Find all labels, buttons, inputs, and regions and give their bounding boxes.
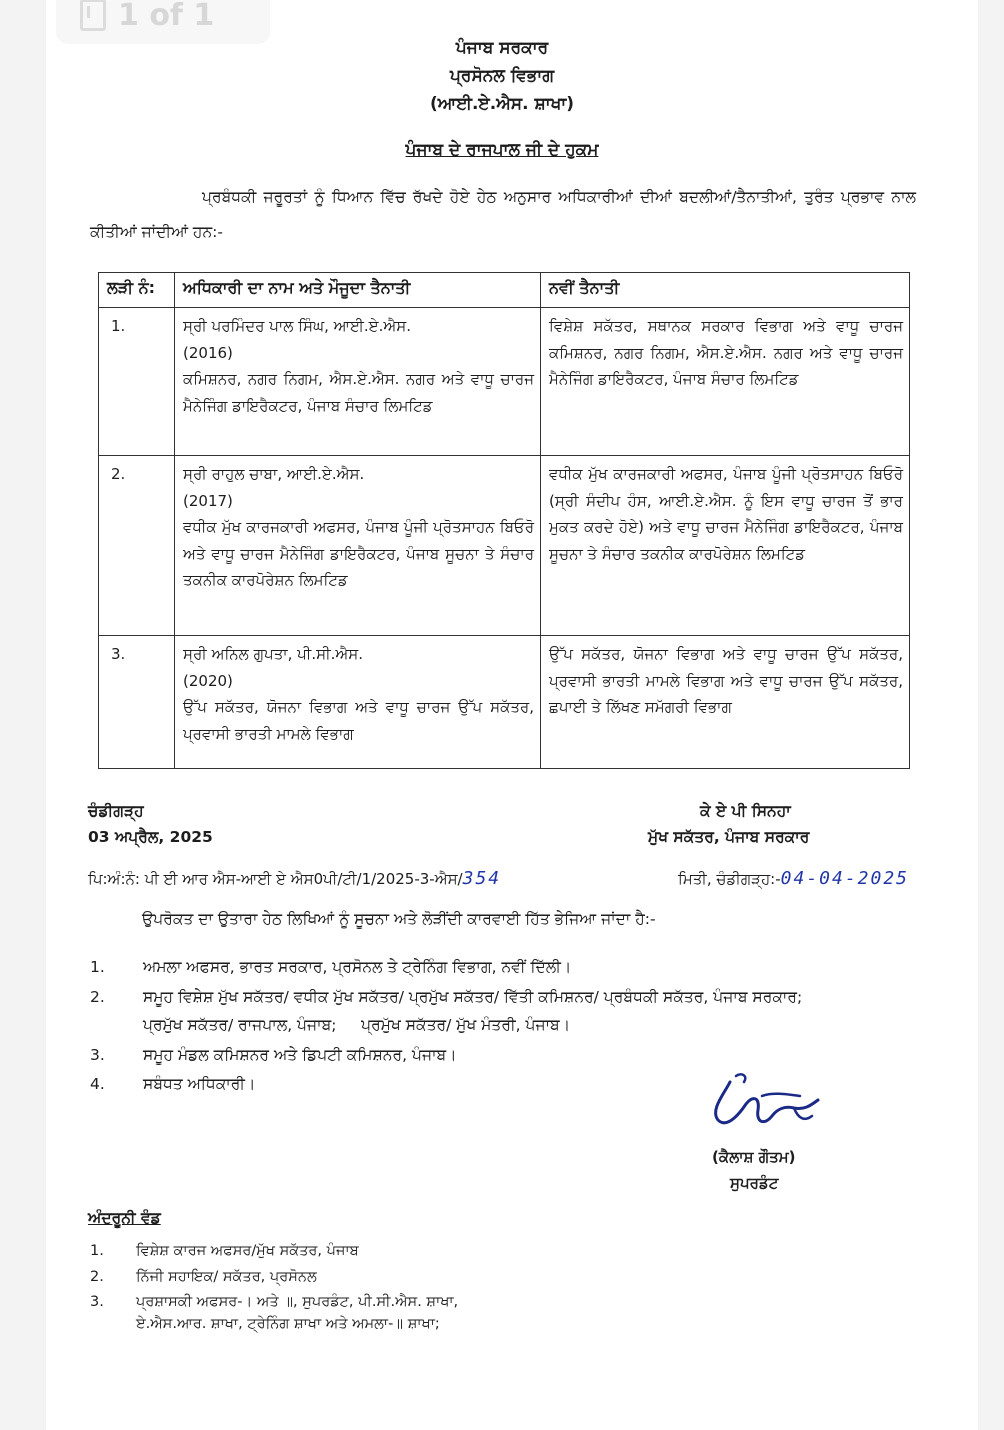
col-header-new-posting: ਨਵੀਂ ਤੈਨਾਤੀ — [541, 273, 910, 308]
officer-name: ਸ੍ਰੀ ਰਾਹੁਲ ਚਾਬਾ, ਆਈ.ਏ.ਐਸ. — [183, 465, 365, 483]
internal-distribution-title: ਅੰਦਰੂਨੀ ਵੰਡ — [88, 1209, 161, 1227]
current-posting: ਉੱਪ ਸਕੱਤਰ, ਯੋਜਨਾ ਵਿਭਾਗ ਅਤੇ ਵਾਧੂ ਚਾਰਜ ਉੱਪ ਸਕੱਤਰ, ਪ੍ਰਵਾਸੀ ਭਾਰਤੀ ਮਾਮਲੇ ਵਿਭਾਗ — [183, 698, 534, 743]
officer-batch: (2016) — [183, 343, 233, 362]
endorsement-label: ਪਿ:ਅੰ:ਨੰ: ਪੀ ਈ ਆਰ ਐਸ-ਆਈ ਏ ਐਸ0ਪੀ/ਟੀ/1/2025-3-ਐਸ/ — [88, 870, 463, 888]
officer-cell — [175, 456, 541, 636]
table-row — [99, 636, 910, 769]
list-item-text: ਸਮੂਹ ਮੰਡਲ ਕਮਿਸ਼ਨਰ ਅਤੇ ਡਿਪਟੀ ਕਮਿਸ਼ਨਰ, ਪੰਜਾਬ। — [143, 1046, 457, 1064]
header-government: ਪੰਜਾਬ ਸਰਕਾਰ — [455, 38, 549, 58]
list-item-text: ਅਮਲਾ ਅਫਸਰ, ਭਾਰਤ ਸਰਕਾਰ, ਪ੍ਰਸੋਨਲ ਤੇ ਟ੍ਰੇਨਿੰਗ ਵਿਭਾਗ, ਨਵੀਂ ਦਿੱਲੀ। — [143, 958, 572, 976]
new-posting: ਉੱਪ ਸਕੱਤਰ, ਯੋਜਨਾ ਵਿਭਾਗ ਅਤੇ ਵਾਧੂ ਚਾਰਜ ਉੱਪ ਸਕੱਤਰ, ਪ੍ਰਵਾਸੀ ਭਾਰਤੀ ਮਾਮਲੇ ਵਿਭਾਗ ਅਤੇ ਵਾਧੂ ਚਾਰਜ ਉੱਪ ਸਕੱਤਰ, ਛਪਾਈ ਤੇ ਲਿੱਖਣ ਸਮੱਗਰੀ ਵਿਭਾਗ — [541, 636, 910, 769]
new-posting: ਵਧੀਕ ਮੁੱਖ ਕਾਰਜਕਾਰੀ ਅਫਸਰ, ਪੰਜਾਬ ਪੂੰਜੀ ਪ੍ਰੋਤਸਾਹਨ ਬਿਓਰੋ (ਸ੍ਰੀ ਸੰਦੀਪ ਹੰਸ, ਆਈ.ਏ.ਐਸ. ਨੂੰ ਇਸ ਵਾਧੂ ਚਾਰਜ ਤੋਂ ਭਾਰ ਮੁਕਤ ਕਰਦੇ ਹੋਏ) ਅਤੇ ਵਾਧੂ ਚਾਰਜ ਮੈਨੇਜਿੰਗ ਡਾਇਰੈਕਟਰ, ਪੰਜਾਬ ਸੂਚਨਾ ਤੇ ਸੰਚਾਰ ਤਕਨੀਕ ਕਾਰਪੋਰੇਸ਼ਨ ਲਿਮਟਿਡ — [541, 456, 910, 636]
place-label: ਚੰਡੀਗੜ੍ਹ — [88, 802, 144, 820]
table-row — [99, 456, 910, 636]
endorsement-date-label: ਮਿਤੀ, ਚੰਡੀਗੜ੍ਹ:- — [678, 870, 781, 888]
list-item-text: ਸਮੂਹ ਵਿਸ਼ੇਸ਼ ਮੁੱਖ ਸਕੱਤਰ/ ਵਧੀਕ ਮੁੱਖ ਸਕੱਤਰ/ ਪ੍ਰਮੁੱਖ ਸਕੱਤਰ/ ਵਿੱਤੀ ਕਮਿਸ਼ਨਰ/ ਪ੍ਰਬੰਧਕੀ ਸਕੱਤਰ, ਪੰਜਾਬ ਸਰਕਾਰ; — [143, 988, 803, 1006]
list-item-text: ਵਿਸ਼ੇਸ਼ ਕਾਰਜ ਅਫਸਰ/ਮੁੱਖ ਸਕੱਤਰ, ਪੰਜਾਬ — [136, 1243, 359, 1259]
signatory-designation: ਮੁੱਖ ਸਕੱਤਰ, ਪੰਜਾਬ ਸਰਕਾਰ — [648, 828, 810, 846]
endorsement-handwritten-number: 354 — [462, 868, 502, 889]
endorsement-date — [678, 868, 909, 889]
list-item-text: ਸਬੰਧਤ ਅਧਿਕਾਰੀ। — [143, 1075, 256, 1093]
order-date: 03 ਅਪ੍ਰੈਲ, 2025 — [88, 828, 213, 846]
header-department: ਪ੍ਰਸੋਨਲ ਵਿਭਾਗ — [449, 66, 555, 86]
list-item-text: ਨਿੱਜੀ ਸਹਾਇਕ/ ਸਕੱਤਰ, ਪ੍ਰਸੋਨਲ — [136, 1269, 317, 1285]
list-item-number: 2. — [90, 1269, 104, 1285]
officer-cell — [175, 636, 541, 769]
new-posting: ਵਿਸ਼ੇਸ਼ ਸਕੱਤਰ, ਸਥਾਨਕ ਸਰਕਾਰ ਵਿਭਾਗ ਅਤੇ ਵਾਧੂ ਚਾਰਜ ਕਮਿਸ਼ਨਰ, ਨਗਰ ਨਿਗਮ, ਐਸ.ਏ.ਐਸ. ਨਗਰ ਅਤੇ ਵਾਧੂ ਚਾਰਜ ਮੈਨੇਜਿੰਗ ਡਾਇਰੈਕਟਰ, ਪੰਜਾਬ ਸੰਚਾਰ ਲਿਮਟਿਡ — [541, 308, 910, 456]
copy-forwarded-line: ਉਪਰੋਕਤ ਦਾ ਉਤਾਰਾ ਹੇਠ ਲਿਖਿਆਂ ਨੂੰ ਸੂਚਨਾ ਅਤੇ ਲੋੜੀਂਦੀ ਕਾਰਵਾਈ ਹਿੱਤ ਭੇਜਿਆ ਜਾਂਦਾ ਹੈ:- — [142, 910, 656, 928]
order-title: ਪੰਜਾਬ ਦੇ ਰਾਜਪਾਲ ਜੀ ਦੇ ਹੁਕਮ — [405, 140, 599, 160]
header-branch: (ਆਈ.ਏ.ਐਸ. ਸ਼ਾਖਾ) — [429, 94, 575, 114]
table-header-row — [99, 273, 910, 308]
col-header-serial: ਲੜੀ ਨੰ: — [99, 273, 175, 308]
list-item-number: 1. — [90, 958, 105, 976]
endorsement-number — [88, 868, 501, 889]
list-item-text-continued: ਏ.ਐਸ.ਆਰ. ਸ਼ਾਖਾ, ਟ੍ਰੇਨਿੰਗ ਸ਼ਾਖਾ ਅਤੇ ਅਮਲਾ-॥ ਸ਼ਾਖਾ; — [136, 1316, 440, 1332]
list-item-number: 4. — [90, 1075, 105, 1093]
serial-number: 3. — [99, 636, 175, 769]
col-header-officer: ਅਧਿਕਾਰੀ ਦਾ ਨਾਮ ਅਤੇ ਮੌਜੂਦਾ ਤੈਨਾਤੀ — [175, 273, 541, 308]
list-item-text-continued: ਪ੍ਰਮੁੱਖ ਸਕੱਤਰ/ ਰਾਜਪਾਲ, ਪੰਜਾਬ; ਪ੍ਰਮੁੱਖ ਸਕੱਤਰ/ ਮੁੱਖ ਮੰਤਰੀ, ਪੰਜਾਬ। — [143, 1016, 571, 1034]
officer-cell — [175, 308, 541, 456]
serial-number: 2. — [99, 456, 175, 636]
list-item-number: 3. — [90, 1294, 104, 1310]
superintendent-designation: ਸੁਪਰਡੰਟ — [730, 1174, 779, 1192]
page-icon — [80, 0, 106, 31]
current-posting: ਕਮਿਸ਼ਨਰ, ਨਗਰ ਨਿਗਮ, ਐਸ.ਏ.ਐਸ. ਨਗਰ ਅਤੇ ਵਾਧੂ ਚਾਰਜ ਮੈਨੇਜਿੰਗ ਡਾਇਰੈਕਟਰ, ਪੰਜਾਬ ਸੰਚਾਰ ਲਿਮਟਿਡ — [183, 370, 534, 415]
officer-batch: (2020) — [183, 671, 233, 690]
list-item-number: 3. — [90, 1046, 105, 1064]
officer-batch: (2017) — [183, 491, 233, 510]
list-item-text: ਪ੍ਰਸ਼ਾਸਕੀ ਅਫਸਰ-। ਅਤੇ ॥, ਸੁਪਰਡੰਟ, ਪੀ.ਸੀ.ਐਸ. ਸ਼ਾਖਾ, — [136, 1294, 459, 1310]
officer-name: ਸ੍ਰੀ ਅਨਿਲ ਗੁਪਤਾ, ਪੀ.ਸੀ.ਐਸ. — [183, 645, 363, 663]
table-row — [99, 308, 910, 456]
transfer-table — [98, 272, 910, 769]
superintendent-name: (ਕੈਲਾਸ਼ ਗੌਤਮ) — [712, 1148, 796, 1166]
page-indicator-label: 1 of 1 — [118, 0, 215, 33]
list-item-number: 1. — [90, 1243, 104, 1259]
endorsement-handwritten-date: 04-04-2025 — [780, 868, 910, 889]
list-item-number: 2. — [90, 988, 105, 1006]
intro-paragraph: ਪ੍ਰਬੰਧਕੀ ਜਰੂਰਤਾਂ ਨੂੰ ਧਿਆਨ ਵਿੱਚ ਰੱਖਦੇ ਹੋਏ ਹੇਠ ਅਨੁਸਾਰ ਅਧਿਕਾਰੀਆਂ ਦੀਆਂ ਬਦਲੀਆਂ/ਤੈਨਾਤੀਆਂ, ਤੁਰੰਤ ਪ੍ਰਭਾਵ ਨਾਲ ਕੀਤੀਆਂ ਜਾਂਦੀਆਂ ਹਨ:- — [90, 188, 916, 241]
current-posting: ਵਧੀਕ ਮੁੱਖ ਕਾਰਜਕਾਰੀ ਅਫਸਰ, ਪੰਜਾਬ ਪੂੰਜੀ ਪ੍ਰੋਤਸਾਹਨ ਬਿਓਰੋ ਅਤੇ ਵਾਧੂ ਚਾਰਜ ਮੈਨੇਜਿੰਗ ਡਾਇਰੈਕਟਰ, ਪੰਜਾਬ ਸੂਚਨਾ ਤੇ ਸੰਚਾਰ ਤਕਨੀਕ ਕਾਰਪੋਰੇਸ਼ਨ ਲਿਮਟਿਡ — [183, 518, 534, 589]
serial-number: 1. — [99, 308, 175, 456]
signatory-name: ਕੇ ਏ ਪੀ ਸਿਨਹਾ — [700, 802, 791, 820]
officer-name: ਸ੍ਰੀ ਪਰਮਿੰਦਰ ਪਾਲ ਸਿੰਘ, ਆਈ.ਏ.ਐਸ. — [183, 317, 412, 335]
superintendent-signature — [702, 1066, 830, 1146]
